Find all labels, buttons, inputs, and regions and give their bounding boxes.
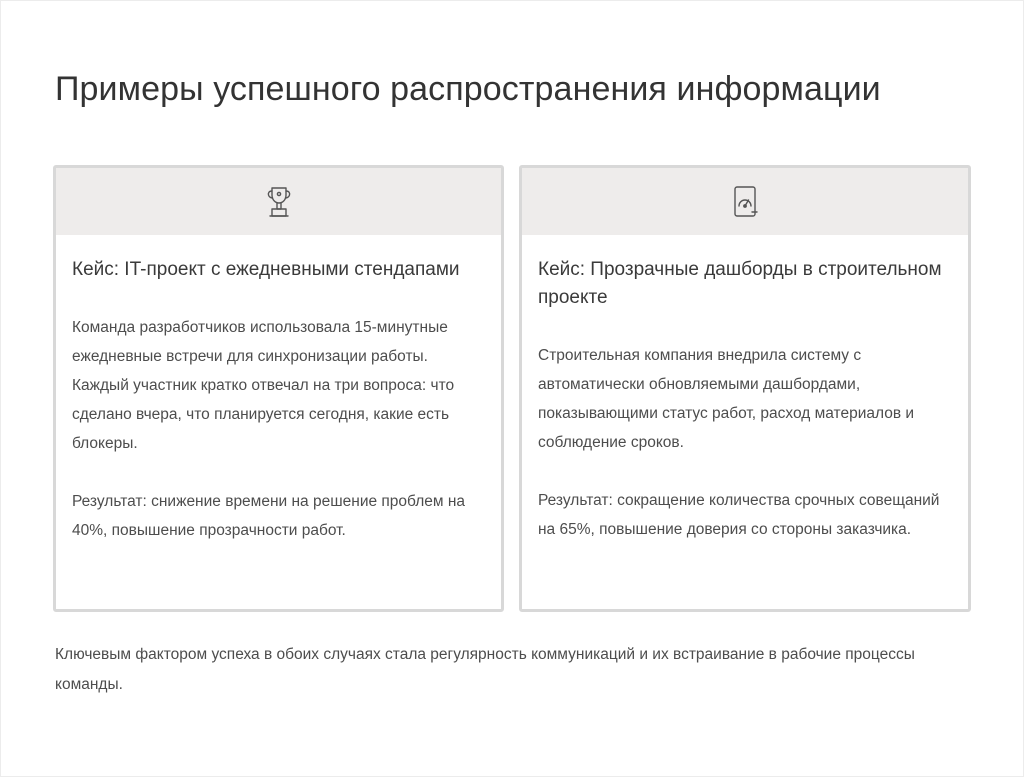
case-card-it-standups [53,165,504,612]
footer-summary: Ключевым фактором успеха в обоих случаях стала регулярность коммуникаций и их встраивание в рабочие процессы команды. [55,646,915,693]
card-body [56,235,501,545]
page-title: Примеры успешного распространения информации [55,70,881,108]
card-result: Результат: сокращение количества срочных совещаний на 65%, повышение доверия со стороны заказчика. [538,492,940,538]
card-header [56,168,501,235]
card-description: Строительная компания внедрила систему с автоматически обновляемыми дашбордами, показывающими статус работ, расход материалов и соблюдение сроков. [538,347,915,451]
card-body [522,235,968,544]
card-header [522,168,968,235]
trophy-icon [266,184,292,220]
card-description: Команда разработчиков использовала 15-минутные ежедневные встречи для синхронизации работы. Каждый участник кратко отвечал на три вопроса: что сделано вчера, что планируется сегодня, какие есть блокеры. [72,319,455,452]
dashboard-gauge-icon [732,184,758,220]
card-title: Кейс: Прозрачные дашборды в строительном проекте [538,259,942,308]
case-card-construction-dashboards [519,165,971,612]
card-title: Кейс: IT-проект с ежедневными стендапами [72,259,460,280]
card-result: Результат: снижение времени на решение проблем на 40%, повышение прозрачности работ. [72,493,466,539]
